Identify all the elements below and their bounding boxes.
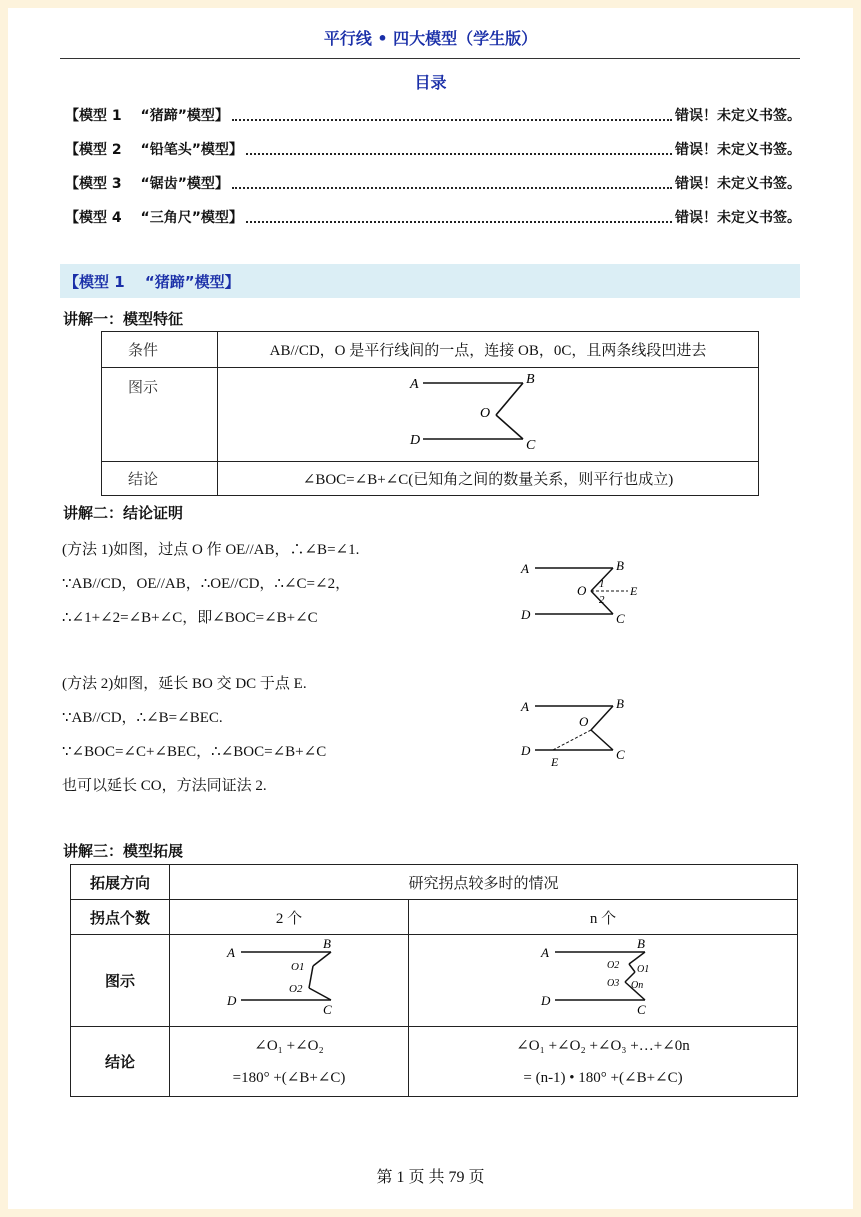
toc-item-label: 【模型 1 “猪蹄”模型】: [65, 108, 229, 124]
label-D: D: [521, 607, 531, 622]
pig-hoof-figure: [398, 369, 578, 455]
label-C: C: [616, 747, 625, 762]
conclusion-col-1: [170, 1027, 409, 1097]
toc-item[interactable]: [65, 139, 801, 159]
label-A: A: [521, 699, 529, 714]
title-divider: [60, 58, 800, 59]
label-O: O: [480, 406, 491, 421]
direction-value: 研究拐点较多时的情况: [170, 865, 798, 900]
toc-item-status: 错误！未定义书签。: [675, 210, 801, 226]
conclusion-key: 结论: [102, 462, 218, 496]
method2-line: (方法 2)如图，延长 BO 交 DC 于点 E.: [62, 676, 307, 692]
label-D: D: [521, 743, 531, 758]
figure-key: 图示: [71, 935, 170, 1027]
toc-item[interactable]: [65, 173, 801, 193]
toc-leader-dots: [232, 109, 672, 121]
document-title: 平行线 • 四大模型（学生版）: [323, 29, 538, 48]
label-B: B: [616, 696, 624, 711]
method1-line: ∴∠1+∠2=∠B+∠C，即∠BOC=∠B+∠C: [62, 610, 318, 626]
method2-line: 也可以延长 CO，方法同证法 2.: [62, 778, 267, 794]
page-footer: 第 1 页 共 79 页: [376, 1169, 485, 1186]
toc-title: 目录: [414, 73, 447, 92]
label-B: B: [526, 372, 535, 387]
direction-key: 拓展方向: [71, 865, 170, 900]
part2-heading: 讲解二：结论证明: [63, 504, 184, 522]
label-O2: O2: [607, 960, 620, 971]
label-O: O: [577, 583, 587, 598]
toc-item-label: 【模型 2 “铅笔头”模型】: [65, 142, 243, 158]
label-B: B: [323, 936, 331, 951]
two-point-figure-cell: [170, 935, 409, 1027]
angle-2-label: 2: [599, 594, 605, 606]
toc-leader-dots: [246, 211, 672, 223]
conclusion-key: 结论: [71, 1027, 170, 1097]
method1-figure: [513, 556, 663, 626]
section-heading-band: [60, 264, 800, 298]
figure-cell: [218, 368, 759, 462]
label-O: O: [579, 714, 589, 729]
model-extension-table: [70, 864, 798, 1097]
condition-value: AB//CD，O 是平行线间的一点，连接 OB，0C，且两条线段凹进去: [218, 332, 759, 368]
label-C: C: [323, 1002, 332, 1017]
label-On: On: [631, 980, 644, 991]
toc-item[interactable]: [65, 105, 801, 125]
angle-1-label: 1: [599, 578, 605, 590]
label-A: A: [541, 945, 549, 960]
label-B: B: [637, 936, 645, 951]
method2-line: ∵AB//CD，∴∠B=∠BEC.: [62, 710, 223, 726]
conclusion-col1-line1: ∠O₁ +∠O₂: [254, 1037, 324, 1054]
label-B: B: [616, 558, 624, 573]
label-O3: O3: [607, 978, 620, 989]
label-D: D: [410, 433, 421, 448]
label-A: A: [521, 561, 529, 576]
model-feature-table: [101, 331, 759, 496]
method2-line: ∵∠BOC=∠C+∠BEC，∴∠BOC=∠B+∠C: [62, 744, 327, 760]
label-E: E: [630, 584, 638, 598]
conclusion-value: ∠BOC=∠B+∠C(已知角之间的数量关系，则平行也成立): [218, 462, 759, 496]
label-A: A: [227, 945, 235, 960]
two-turn-figure: [219, 936, 359, 1020]
n-point-figure-cell: [409, 935, 798, 1027]
label-A: A: [410, 377, 419, 392]
label-C: C: [637, 1002, 646, 1017]
conclusion-col1-line2: =180° +(∠B+∠C): [232, 1069, 346, 1086]
toc-item-status: 错误！未定义书签。: [675, 142, 801, 158]
label-O2: O2: [289, 983, 303, 995]
label-E: E: [551, 755, 559, 769]
n-turn-figure: [533, 936, 673, 1020]
conclusion-col-2: [409, 1027, 798, 1097]
toc-item-label: 【模型 3 “锯齿”模型】: [65, 176, 229, 192]
part3-heading: 讲解三：模型拓展: [63, 842, 184, 860]
conclusion-col2-line2: = (n-1) • 180° +(∠B+∠C): [523, 1069, 683, 1086]
document-page: [8, 8, 853, 1209]
toc-leader-dots: [246, 143, 672, 155]
toc-leader-dots: [232, 177, 672, 189]
count-col-2: n 个: [409, 900, 798, 935]
method2-figure: [513, 692, 663, 772]
figure-key: 图示: [102, 368, 218, 462]
part1-heading: 讲解一：模型特征: [63, 310, 184, 328]
label-C: C: [616, 611, 625, 626]
toc-item-status: 错误！未定义书签。: [675, 176, 801, 192]
label-D: D: [227, 993, 237, 1008]
count-col-1: 2 个: [170, 900, 409, 935]
section-heading: 【模型 1 “猪蹄”模型】: [64, 272, 240, 291]
method1-line: ∵AB//CD，OE//AB，∴OE//CD，∴∠C=∠2，: [62, 576, 351, 592]
method1-line: (方法 1)如图，过点 O 作 OE//AB，∴∠B=∠1.: [62, 542, 360, 558]
toc-item-status: 错误！未定义书签。: [675, 108, 801, 124]
label-D: D: [541, 993, 551, 1008]
label-C: C: [526, 438, 536, 453]
label-O1: O1: [291, 961, 305, 973]
label-O1: O1: [637, 964, 650, 975]
toc-item-label: 【模型 4 “三角尺”模型】: [65, 210, 243, 226]
condition-key: 条件: [102, 332, 218, 368]
count-key: 拐点个数: [71, 900, 170, 935]
toc-item[interactable]: [65, 207, 801, 227]
conclusion-col2-line1: ∠O₁ +∠O₂ +∠O₃ +…+∠0n: [516, 1037, 690, 1054]
